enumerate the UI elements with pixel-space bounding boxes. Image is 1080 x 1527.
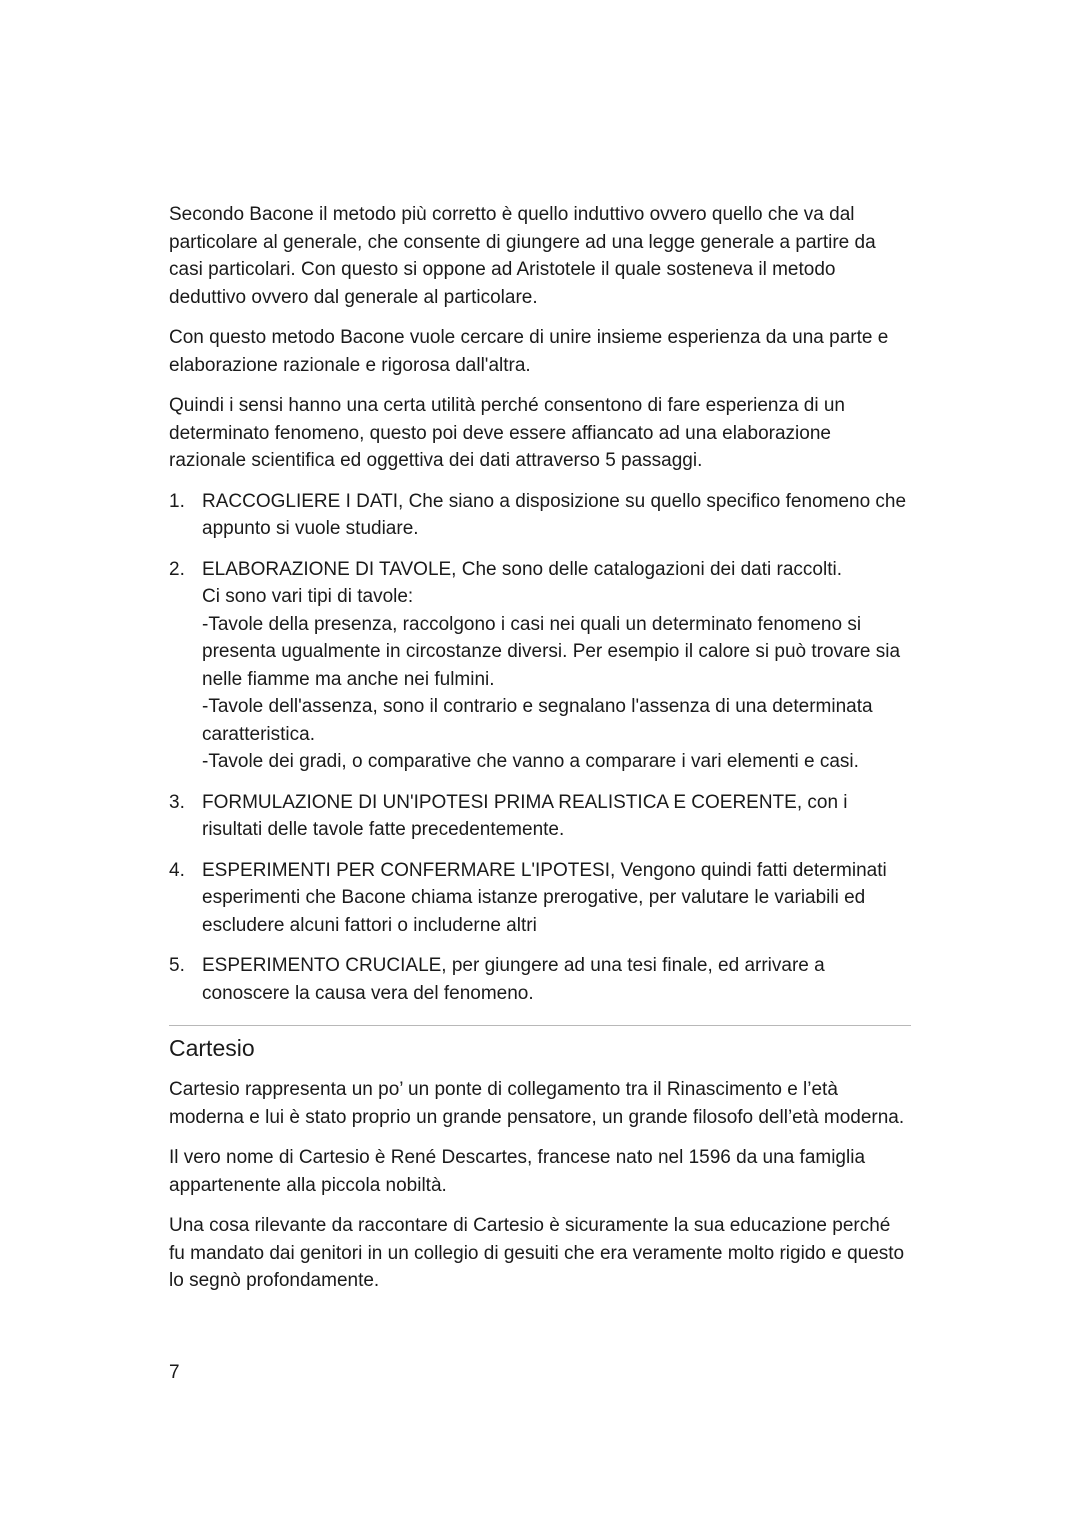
intro-paragraph: Secondo Bacone il metodo più corretto è quello induttivo ovvero quello che va dal particolare al generale, che consente di giungere ad una legge generale a partire da casi particolari. Con questo si oppone ad Aristotele il quale sosteneva il metodo deduttivo ovvero dal generale al particolare. bbox=[169, 204, 876, 308]
section-paragraph: Una cosa rilevante da raccontare di Cartesio è sicuramente la sua educazione perché fu mandato dai genitori in un collegio di gesuiti che era veramente molto rigido e questo lo segnò profondamente. bbox=[169, 1215, 905, 1291]
intro-paragraph: Con questo metodo Bacone vuole cercare di unire insieme esperienza da una parte e elaborazione razionale e rigorosa dall'altra. bbox=[169, 327, 889, 376]
list-item bbox=[169, 952, 911, 1007]
list-item-text: Ci sono vari tipi di tavole: bbox=[202, 586, 414, 607]
document-page bbox=[169, 201, 911, 1308]
steps-list bbox=[169, 488, 911, 1008]
list-item-number: 4. bbox=[169, 859, 185, 881]
list-item-number: 3. bbox=[169, 791, 185, 813]
intro-paragraph: Quindi i sensi hanno una certa utilità perché consentono di fare esperienza di un determinato fenomeno, questo poi deve essere affiancato ad una elaborazione razionale scientifica ed oggettiva dei dati attraverso 5 passaggi. bbox=[169, 395, 845, 471]
list-item bbox=[169, 556, 911, 776]
list-item-text: ELABORAZIONE DI TAVOLE, Che sono delle catalogazioni dei dati raccolti. bbox=[202, 558, 842, 580]
list-item-text: ESPERIMENTO CRUCIALE, per giungere ad una tesi finale, ed arrivare a conoscere la causa vera del fenomeno. bbox=[202, 955, 825, 1004]
list-item bbox=[169, 789, 911, 844]
list-item-text: -Tavole dei gradi, o comparative che vanno a comparare i vari elementi e casi. bbox=[202, 751, 859, 772]
section-divider bbox=[169, 1025, 911, 1026]
section-paragraph: Il vero nome di Cartesio è René Descartes, francese nato nel 1596 da una famiglia appartenente alla piccola nobiltà. bbox=[169, 1147, 866, 1196]
list-item-text: -Tavole della presenza, raccolgono i casi nei quali un determinato fenomeno si presenta ugualmente in circostanze diversi. Per esempio il calore si può trovare sia nelle fiamme ma anche nei fulmini. bbox=[202, 613, 901, 690]
list-item-number: 5. bbox=[169, 955, 185, 976]
list-item bbox=[169, 857, 911, 940]
list-item-text: ESPERIMENTI PER CONFERMARE L'IPOTESI, Vengono quindi fatti determinati esperimenti che Bacone chiama istanze prerogative, per valutare le variabili ed escludere alcuni fattori o includerne altri bbox=[202, 859, 887, 936]
list-item-text: FORMULAZIONE DI UN'IPOTESI PRIMA REALISTICA E COERENTE, con i risultati delle tavole fatte precedentemente. bbox=[202, 791, 848, 840]
list-item-text: RACCOGLIERE I DATI, Che siano a disposizione su quello specifico fenomeno che appunto si vuole studiare. bbox=[202, 490, 907, 539]
page-number: 7 bbox=[169, 1362, 180, 1383]
list-item-number: 1. bbox=[169, 490, 185, 512]
list-item-text: -Tavole dell'assenza, sono il contrario e segnalano l'assenza di una determinata caratteristica. bbox=[202, 696, 873, 745]
section-heading: Cartesio bbox=[169, 1035, 255, 1061]
section-paragraph: Cartesio rappresenta un po’ un ponte di collegamento tra il Rinascimento e l’età moderna e lui è stato proprio un grande pensatore, un grande filosofo dell’età moderna. bbox=[169, 1079, 905, 1128]
list-item-number: 2. bbox=[169, 558, 185, 580]
list-item bbox=[169, 488, 911, 543]
